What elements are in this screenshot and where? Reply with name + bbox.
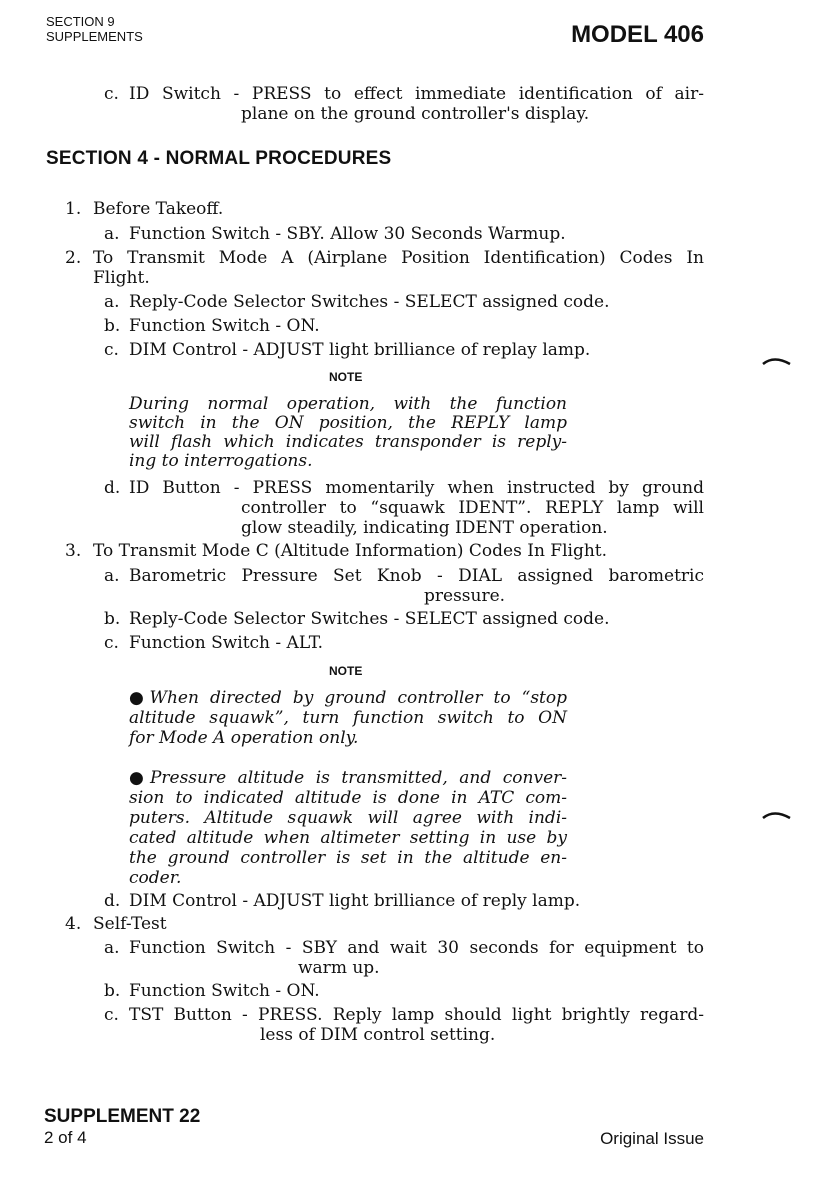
- substep-text: Reply-Code Selector Switches - SELECT assigned code.: [129, 609, 610, 629]
- substep-letter: a.: [104, 292, 120, 312]
- substep-letter: a.: [104, 566, 120, 586]
- note-line: switch in the ON position, the REPLY lamp: [129, 413, 567, 433]
- step-number: 1.: [65, 199, 82, 219]
- substep-text: DIM Control - ADJUST light brilliance of replay lamp.: [129, 340, 591, 360]
- substep-text: Function Switch - ON.: [129, 316, 320, 336]
- substep-line1: Barometric Pressure Set Knob - DIAL assigned barometric: [129, 566, 704, 586]
- intro-item-line1: ID Switch - PRESS to effect immediate identification of air-: [129, 84, 704, 104]
- revision-mark: [762, 354, 792, 366]
- substep-line2: less of DIM control setting.: [260, 1025, 496, 1045]
- substep-text: Reply-Code Selector Switches - SELECT assigned code.: [129, 292, 610, 312]
- note-bullet-line: ●When directed by ground controller to “stop: [129, 688, 567, 708]
- substep-line1: ID Button - PRESS momentarily when instructed by ground: [129, 478, 704, 498]
- substep-letter: b.: [104, 981, 121, 1001]
- note-bullet-line: coder.: [129, 868, 182, 888]
- substep-letter: d.: [104, 891, 121, 911]
- substep-text: DIM Control - ADJUST light brilliance of reply lamp.: [129, 891, 581, 911]
- section-title: SECTION 4 - NORMAL PROCEDURES: [46, 148, 392, 169]
- substep-letter: c.: [104, 633, 119, 653]
- substep-line3: glow steadily, indicating IDENT operation.: [241, 518, 608, 538]
- substep-letter: c.: [104, 1005, 119, 1025]
- substep-line2: controller to “squawk IDENT”. REPLY lamp will: [241, 498, 704, 518]
- step-title: Self-Test: [93, 914, 167, 934]
- note-bullet-line: puters. Altitude squawk will agree with indi-: [129, 808, 567, 828]
- note-line: ing to interrogations.: [129, 451, 313, 471]
- note-line: During normal operation, with the function: [129, 394, 567, 414]
- substep-line1: TST Button - PRESS. Reply lamp should light brightly regard-: [129, 1005, 704, 1025]
- note-bullet-line: altitude squawk”, turn function switch to ON: [129, 708, 567, 728]
- intro-item-letter: c.: [104, 84, 119, 104]
- note-bullet-line: for Mode A operation only.: [129, 728, 359, 748]
- note-bullet-line: the ground controller is set in the altitude en-: [129, 848, 567, 868]
- substep-line1: Function Switch - SBY and wait 30 seconds for equipment to: [129, 938, 704, 958]
- substep-letter: b.: [104, 316, 121, 336]
- intro-item-line2: plane on the ground controller's display.: [241, 104, 590, 124]
- header-section: SECTION 9: [46, 14, 115, 29]
- step-number: 3.: [65, 541, 82, 561]
- header-model: MODEL 406: [571, 21, 704, 48]
- note-label: NOTE: [329, 370, 363, 384]
- step-title-line2: Flight.: [93, 268, 150, 288]
- header-supplements: SUPPLEMENTS: [46, 29, 143, 44]
- note-line: will flash which indicates transponder is reply-: [129, 432, 567, 452]
- revision-mark: [762, 808, 792, 820]
- substep-letter: a.: [104, 938, 120, 958]
- step-title: Before Takeoff.: [93, 199, 224, 219]
- note-label: NOTE: [329, 664, 363, 678]
- substep-line2: warm up.: [298, 958, 380, 978]
- substep-line2: pressure.: [424, 586, 506, 606]
- step-title-line1: To Transmit Mode A (Airplane Position Identification) Codes In: [93, 248, 704, 268]
- substep-text: Function Switch - ON.: [129, 981, 320, 1001]
- substep-letter: b.: [104, 609, 121, 629]
- note-bullet-line: sion to indicated altitude is done in ATC com-: [129, 788, 567, 808]
- footer-issue: Original Issue: [600, 1129, 704, 1148]
- note-bullet-line: cated altitude when altimeter setting in use by: [129, 828, 567, 848]
- substep-letter: a.: [104, 224, 120, 244]
- substep-text: Function Switch - SBY. Allow 30 Seconds Warmup.: [129, 224, 566, 244]
- substep-letter: c.: [104, 340, 119, 360]
- step-number: 2.: [65, 248, 82, 268]
- substep-letter: d.: [104, 478, 121, 498]
- note-bullet-line: ●Pressure altitude is transmitted, and conver-: [129, 768, 567, 788]
- step-number: 4.: [65, 914, 82, 934]
- step-title: To Transmit Mode C (Altitude Information) Codes In Flight.: [93, 541, 608, 561]
- substep-text: Function Switch - ALT.: [129, 633, 323, 653]
- footer-supplement: SUPPLEMENT 22: [44, 1106, 201, 1127]
- footer-page: 2 of 4: [44, 1128, 87, 1147]
